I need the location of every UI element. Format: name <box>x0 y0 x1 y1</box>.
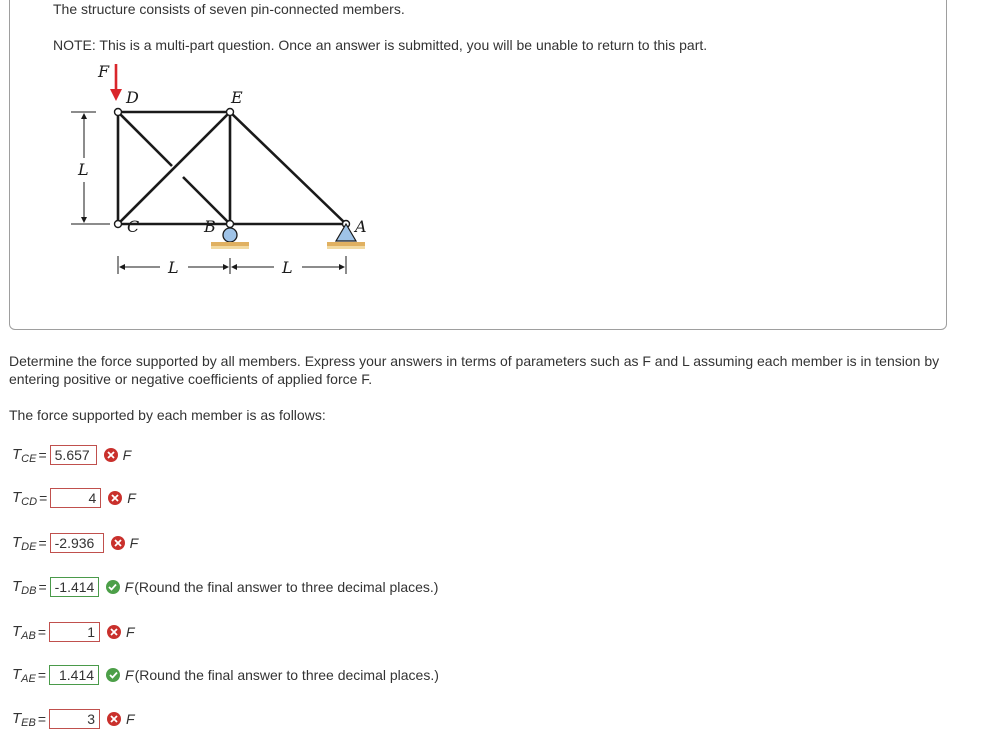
answer-input-AB[interactable]: 1 <box>49 622 100 642</box>
variable-label: $T_{AE}$ <box>12 665 36 685</box>
force-arrowhead <box>110 89 122 101</box>
pin-support-A <box>336 224 356 241</box>
problem-prompt: Determine the force supported by all members. Express your answers in terms of parameters such as F and L assuming each member is in tension by entering positive or negative coefficients of applied force F. <box>9 353 940 387</box>
multipart-note: NOTE: This is a multi-part question. Once an answer is submitted, you will be unable to return to this part. <box>53 37 708 53</box>
x-circle-icon <box>104 448 118 462</box>
ground-A <box>327 242 365 246</box>
variable-label: $T_{DE}$ <box>12 533 37 553</box>
pin-D <box>115 109 122 116</box>
unit-label: F <box>125 667 134 683</box>
unit-label: F <box>126 624 135 640</box>
variable-label: $T_{AB}$ <box>12 622 36 642</box>
variable-label: $T_{CE}$ <box>12 445 37 465</box>
truss-figure <box>60 60 380 290</box>
ground-B <box>211 242 249 246</box>
variable-label: $T_{CD}$ <box>12 488 38 508</box>
unit-label: F <box>129 535 139 551</box>
variable-label: $T_{EB}$ <box>12 709 36 729</box>
rounding-note: (Round the final answer to three decimal places.) <box>134 579 439 595</box>
label-L-left: L <box>168 258 179 277</box>
answer-input-EB[interactable]: 3 <box>49 709 100 729</box>
label-D: D <box>126 88 139 107</box>
x-circle-icon <box>111 536 125 550</box>
label-L-vertical: L <box>78 160 89 179</box>
answer-row-CD: $T_{CD}$ = 4 F <box>12 488 136 508</box>
answer-row-AE: $T_{AE}$ = 1.414 F (Round the final answer to three decimal places.) <box>12 665 439 685</box>
label-E: E <box>231 88 243 107</box>
check-circle-icon <box>106 580 120 594</box>
member-DB-upper <box>118 112 172 166</box>
label-B: B <box>204 217 216 236</box>
label-C: C <box>127 217 140 236</box>
answer-row-DE: $T_{DE}$ = -2.936 F <box>12 533 139 553</box>
answer-row-EB: $T_{EB}$ = 3 F <box>12 709 135 729</box>
member-AE <box>230 112 346 224</box>
x-circle-icon <box>107 712 121 726</box>
pin-B <box>227 221 234 228</box>
x-circle-icon <box>108 491 122 505</box>
unit-label: F <box>122 447 132 463</box>
answer-input-DB[interactable]: -1.414 <box>50 577 99 597</box>
answer-row-DB: $T_{DB}$ = -1.414 F (Round the final answer to three decimal places.) <box>12 577 439 597</box>
intro-text: The structure consists of seven pin-connected members. <box>53 1 405 17</box>
answer-row-AB: $T_{AB}$ = 1 F <box>12 622 135 642</box>
unit-label: F <box>124 579 134 595</box>
answer-input-DE[interactable]: -2.936 <box>50 533 104 553</box>
pin-E <box>227 109 234 116</box>
roller-support-B <box>223 228 237 242</box>
truss-members <box>118 112 346 224</box>
answer-input-CD[interactable]: 4 <box>50 488 101 508</box>
answer-input-CE[interactable]: 5.657 <box>50 445 97 465</box>
label-A: A <box>355 217 367 236</box>
unit-label: F <box>127 490 136 506</box>
label-F: F <box>98 62 110 81</box>
variable-label: $T_{DB}$ <box>12 577 37 597</box>
label-L-right: L <box>282 258 293 277</box>
answer-input-AE[interactable]: 1.414 <box>49 665 99 685</box>
pin-C <box>115 221 122 228</box>
unit-label: F <box>126 711 135 727</box>
rounding-note: (Round the final answer to three decimal places.) <box>134 667 439 683</box>
x-circle-icon <box>107 625 121 639</box>
check-circle-icon <box>106 668 120 682</box>
answer-row-CE: $T_{CE}$ = 5.657 F <box>12 445 132 465</box>
problem-subprompt: The force supported by each member is as follows: <box>9 407 326 423</box>
